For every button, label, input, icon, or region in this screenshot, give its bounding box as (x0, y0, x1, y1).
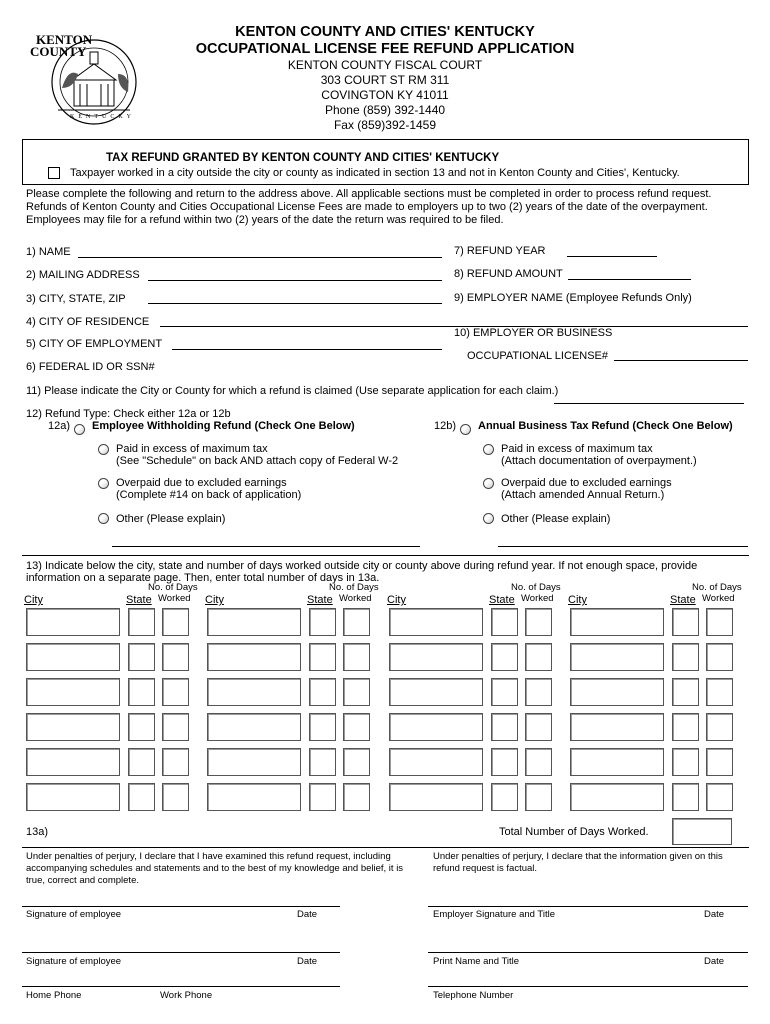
city-input-box[interactable] (570, 748, 664, 776)
city-input-box[interactable] (207, 783, 301, 811)
employer-signature-line (428, 906, 748, 907)
home-phone-label: Home Phone (26, 990, 82, 1001)
city-input-box[interactable] (207, 678, 301, 706)
col-days-header-bottom: Worked (158, 593, 191, 604)
days-input-box[interactable] (343, 643, 370, 671)
days-input-box[interactable] (162, 678, 189, 706)
instructions-line-3: Employees may file for a refund within two (2) years of the date the return was required to be filed. (26, 214, 504, 226)
state-input-box[interactable] (128, 783, 155, 811)
city-state-zip-field[interactable] (148, 303, 442, 304)
days-input-box[interactable] (706, 643, 733, 671)
state-input-box[interactable] (309, 678, 336, 706)
col-state-header: State (670, 594, 696, 606)
city-input-box[interactable] (389, 783, 483, 811)
mailing-address-field[interactable] (148, 280, 442, 281)
city-input-box[interactable] (26, 748, 120, 776)
state-input-box[interactable] (128, 678, 155, 706)
form-title: KENTON COUNTY AND CITIES' KENTUCKY (235, 24, 535, 40)
state-input-box[interactable] (672, 643, 699, 671)
logo-text-bottom: COUNTY (30, 44, 87, 59)
phone-number: Phone (859) 392-1440 (324, 103, 446, 117)
b-excluded-earnings-note: (Attach amended Annual Return.) (501, 489, 665, 501)
days-input-box[interactable] (162, 608, 189, 636)
occupational-license-field[interactable] (614, 360, 748, 361)
days-input-box[interactable] (343, 783, 370, 811)
state-input-box[interactable] (672, 608, 699, 636)
a-excluded-earnings-note: (Complete #14 on back of application) (116, 489, 302, 501)
b-other-label: Other (Please explain) (501, 513, 611, 525)
col-days-header-bottom: Worked (339, 593, 372, 604)
col-days-header-top: No. of Days (511, 582, 561, 593)
claimed-city-field[interactable] (554, 403, 744, 404)
days-input-box[interactable] (162, 748, 189, 776)
total-days-box[interactable] (672, 818, 732, 845)
refund-year-label: 7) REFUND YEAR (454, 245, 546, 257)
col-city-header: City (205, 594, 224, 606)
address-line-1: KENTON COUNTY FISCAL COURT (287, 58, 483, 72)
days-input-box[interactable] (162, 783, 189, 811)
days-input-box[interactable] (706, 678, 733, 706)
section13-line-2: information on a separate page. Then, enter total number of days in 13a. (26, 572, 380, 584)
b-paid-excess-radio[interactable] (483, 444, 494, 455)
phone-line (22, 986, 340, 987)
fax-number: Fax (859)392-1459 (333, 118, 437, 132)
a-other-radio[interactable] (98, 513, 109, 524)
city-input-box[interactable] (570, 643, 664, 671)
name-label: 1) NAME (26, 246, 71, 258)
address-line-2: 303 COURT ST RM 311 (320, 73, 450, 87)
days-input-box[interactable] (706, 783, 733, 811)
days-input-box[interactable] (343, 678, 370, 706)
a-paid-excess-label: Paid in excess of maximum tax (116, 443, 268, 455)
city-input-box[interactable] (207, 748, 301, 776)
employee-declaration: Under penalties of perjury, I declare that I have examined this refund request, including accompanying schedules and statements and to the best of my knowledge and belief, it is true, correct and complete. (26, 851, 404, 886)
employer-date-label: Date (704, 909, 725, 920)
refund-12a-label: 12a) (48, 420, 71, 432)
form-subtitle: OCCUPATIONAL LICENSE FEE REFUND APPLICATION (195, 41, 575, 57)
a-excluded-earnings-label: Overpaid due to excluded earnings (116, 477, 287, 489)
instructions-line-1: Please complete the following and return to the address above. All applicable sections must be completed in order to process refund request. (26, 188, 712, 200)
total-days-label: Total Number of Days Worked. (499, 826, 649, 838)
col-days-header-top: No. of Days (329, 582, 379, 593)
days-input-box[interactable] (525, 748, 552, 776)
refund-year-field[interactable] (567, 256, 657, 257)
city-input-box[interactable] (26, 783, 120, 811)
city-of-residence-label: 4) CITY OF RESIDENCE (26, 316, 150, 328)
city-input-box[interactable] (207, 608, 301, 636)
state-input-box[interactable] (309, 783, 336, 811)
state-input-box[interactable] (491, 748, 518, 776)
print-name-line (428, 952, 748, 953)
refund-granted-title: TAX REFUND GRANTED BY KENTON COUNTY AND CITIES' KENTUCKY (106, 152, 500, 164)
col-state-header: State (307, 594, 333, 606)
a-excluded-earnings-radio[interactable] (98, 478, 109, 489)
state-input-box[interactable] (128, 748, 155, 776)
employee-signature-line-2 (22, 952, 340, 953)
employee-signature-line-1 (22, 906, 340, 907)
city-input-box[interactable] (26, 608, 120, 636)
state-input-box[interactable] (672, 783, 699, 811)
declaration-divider (22, 847, 749, 848)
days-input-box[interactable] (525, 678, 552, 706)
city-input-box[interactable] (207, 713, 301, 741)
col-days-header-top: No. of Days (692, 582, 742, 593)
city-input-box[interactable] (389, 608, 483, 636)
city-input-box[interactable] (389, 748, 483, 776)
refund-12a-radio[interactable] (74, 424, 85, 435)
employer-business-label: 10) EMPLOYER OR BUSINESS (454, 327, 613, 339)
days-input-box[interactable] (525, 608, 552, 636)
days-input-box[interactable] (343, 748, 370, 776)
col-days-header-top: No. of Days (148, 582, 198, 593)
city-input-box[interactable] (570, 713, 664, 741)
mailing-address-label: 2) MAILING ADDRESS (26, 269, 140, 281)
state-input-box[interactable] (309, 643, 336, 671)
refund-amount-label: 8) REFUND AMOUNT (454, 268, 563, 280)
telephone-line (428, 986, 748, 987)
employee-date-label-2: Date (297, 956, 318, 967)
state-input-box[interactable] (309, 713, 336, 741)
days-input-box[interactable] (525, 713, 552, 741)
a-other-label: Other (Please explain) (116, 513, 226, 525)
days-input-box[interactable] (162, 713, 189, 741)
city-state-zip-label: 3) CITY, STATE, ZIP (26, 293, 126, 305)
b-excluded-earnings-label: Overpaid due to excluded earnings (501, 477, 672, 489)
section13-divider (22, 555, 749, 556)
state-input-box[interactable] (491, 783, 518, 811)
days-input-box[interactable] (706, 608, 733, 636)
state-input-box[interactable] (128, 643, 155, 671)
days-input-box[interactable] (343, 713, 370, 741)
col-days-header-bottom: Worked (702, 593, 735, 604)
refund-type-intro: 12) Refund Type: Check either 12a or 12b (26, 408, 231, 420)
outside-city-label: Taxpayer worked in a city outside the city or county as indicated in section 13 and not in Kenton County and Cities', Kentucky. (70, 167, 680, 179)
refund-12b-radio[interactable] (460, 424, 471, 435)
refund-amount-field[interactable] (568, 279, 691, 280)
state-input-box[interactable] (672, 713, 699, 741)
seal-text: KENTUCKY (70, 114, 135, 120)
col-state-header: State (126, 594, 152, 606)
city-input-box[interactable] (26, 678, 120, 706)
col-state-header: State (489, 594, 515, 606)
col-days-header-bottom: Worked (521, 593, 554, 604)
state-input-box[interactable] (491, 643, 518, 671)
days-input-box[interactable] (525, 783, 552, 811)
b-excluded-earnings-radio[interactable] (483, 478, 494, 489)
days-input-box[interactable] (525, 643, 552, 671)
state-input-box[interactable] (491, 608, 518, 636)
state-input-box[interactable] (309, 608, 336, 636)
city-of-employment-label: 5) CITY OF EMPLOYMENT (26, 338, 163, 350)
city-input-box[interactable] (570, 783, 664, 811)
state-input-box[interactable] (128, 608, 155, 636)
b-paid-excess-label: Paid in excess of maximum tax (501, 443, 653, 455)
work-phone-label: Work Phone (160, 990, 213, 1001)
print-name-date-label: Date (704, 956, 725, 967)
annual-business-title: Annual Business Tax Refund (Check One Below) (478, 420, 733, 432)
b-other-explain-field[interactable] (498, 546, 748, 547)
instructions-line-2: Refunds of Kenton County and Cities Occupational License Fees are made to employers up to two (2) years of the date of the overpayment. (26, 201, 708, 213)
refund-12b-label: 12b) (434, 420, 457, 432)
a-other-explain-field[interactable] (112, 546, 420, 547)
state-input-box[interactable] (128, 713, 155, 741)
days-input-box[interactable] (706, 748, 733, 776)
city-input-box[interactable] (389, 643, 483, 671)
city-input-box[interactable] (570, 608, 664, 636)
city-input-box[interactable] (207, 643, 301, 671)
city-input-box[interactable] (26, 713, 120, 741)
b-paid-excess-note: (Attach documentation of overpayment.) (501, 455, 697, 467)
federal-id-label: 6) FEDERAL ID OR SSN# (26, 361, 155, 373)
employer-name-label: 9) EMPLOYER NAME (Employee Refunds Only) (454, 292, 692, 304)
b-other-radio[interactable] (483, 513, 494, 524)
employee-date-label-1: Date (297, 909, 318, 920)
state-input-box[interactable] (672, 678, 699, 706)
city-input-box[interactable] (389, 713, 483, 741)
col-city-header: City (387, 594, 406, 606)
employer-signature-label: Employer Signature and Title (433, 909, 555, 920)
section13-line-1: 13) Indicate below the city, state and number of days worked outside city or county above during refund year. If not enough space, provide (26, 560, 698, 572)
city-input-box[interactable] (570, 678, 664, 706)
address-line-3: COVINGTON KY 41011 (321, 88, 449, 102)
col-city-header: City (24, 594, 43, 606)
outside-city-checkbox[interactable] (48, 167, 60, 179)
city-of-employment-field[interactable] (172, 349, 442, 350)
days-input-box[interactable] (162, 643, 189, 671)
city-input-box[interactable] (389, 678, 483, 706)
occupational-license-label: OCCUPATIONAL LICENSE# (467, 350, 608, 362)
claimed-city-label: 11) Please indicate the City or County for which a refund is claimed (Use separate application for each claim.) (26, 385, 559, 397)
label-13a: 13a) (26, 826, 49, 838)
employee-withholding-title: Employee Withholding Refund (Check One Below) (92, 420, 355, 432)
city-input-box[interactable] (26, 643, 120, 671)
print-name-label: Print Name and Title (433, 956, 520, 967)
employee-signature-label-1: Signature of employee (26, 909, 122, 920)
days-input-box[interactable] (706, 713, 733, 741)
employer-declaration: Under penalties of perjury, I declare that the information given on this refund request is factual. (433, 851, 723, 874)
state-input-box[interactable] (491, 678, 518, 706)
telephone-label: Telephone Number (433, 990, 514, 1001)
days-input-box[interactable] (343, 608, 370, 636)
state-input-box[interactable] (309, 748, 336, 776)
a-paid-excess-note: (See "Schedule" on back AND attach copy of Federal W-2 (116, 455, 399, 467)
name-field[interactable] (78, 257, 442, 258)
state-input-box[interactable] (672, 748, 699, 776)
col-city-header: City (568, 594, 587, 606)
a-paid-excess-radio[interactable] (98, 444, 109, 455)
state-input-box[interactable] (491, 713, 518, 741)
employee-signature-label-2: Signature of employee (26, 956, 122, 967)
logo-text-top: KENTON (36, 32, 93, 47)
